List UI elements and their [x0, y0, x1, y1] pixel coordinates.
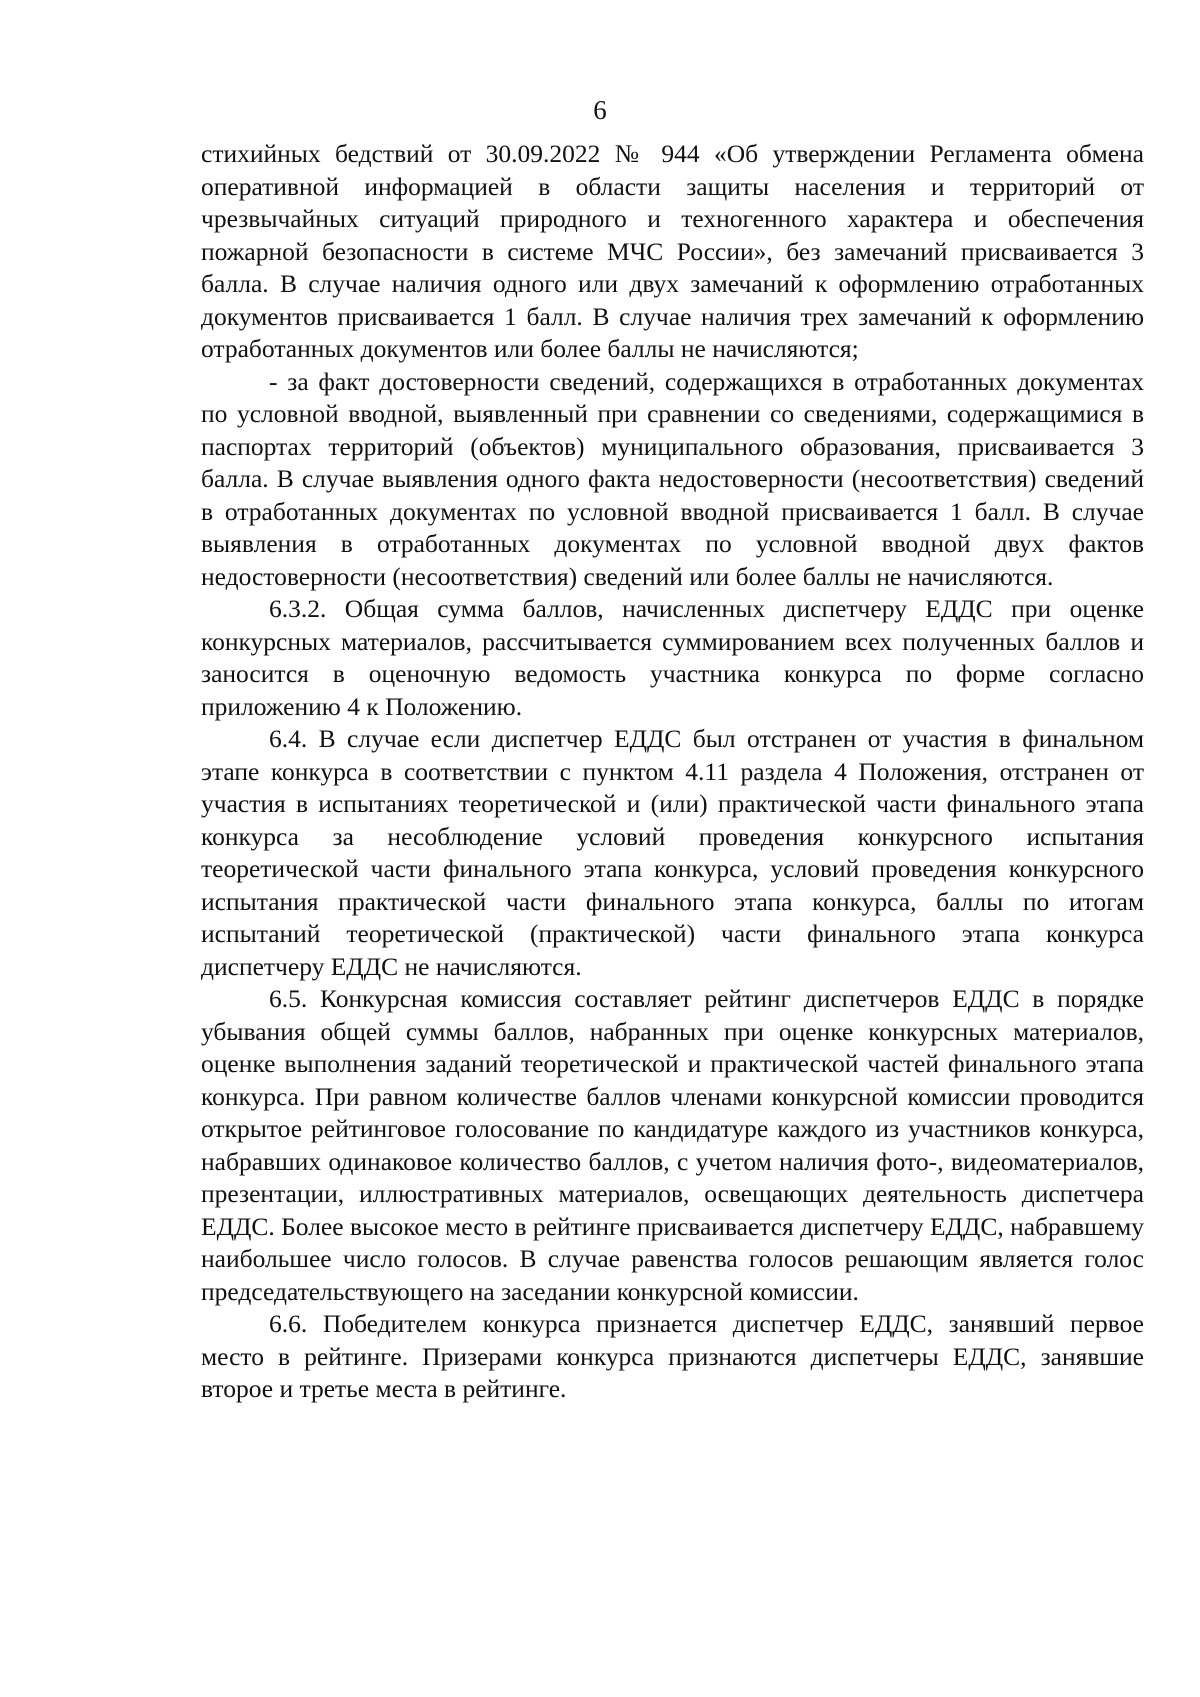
paragraph-reliability-criterion: - за факт достоверности сведений, содержащихся в отработанных документах по условной вводной, выявленный при сравнении со сведениями, содержащимися в паспортах территорий (объектов) муниципального образования, присваивается 3 балла. В случае выявления одного факта недостоверности (несоответствия) сведений в отработанных документах по условной вводной присваивается 1 балл. В случае выявления в отработанных документах по условной вводной двух фактов недостоверности (несоответствия) сведений или более баллы не начисляются.	[201, 366, 1144, 591]
paragraph-6-5: 6.5. Конкурсная комиссия составляет рейтинг диспетчеров ЕДДС в порядке убывания общей суммы баллов, набранных при оценке конкурсных материалов, оценке выполнения заданий теоретической и практической частей финального этапа конкурса. При равном количестве баллов членами конкурсной комиссии проводится открытое рейтинговое голосование по кандидатуре каждого из участников конкурса, набравших одинаковое количество баллов, с учетом наличия фото-, видеоматериалов, презентации, иллюстративных материалов, освещающих деятельность диспетчера ЕДДС. Более высокое место в рейтинге присваивается диспетчеру ЕДДС, набравшему наибольшее число голосов. В случае равенства голосов решающим является голос председательствующего на заседании конкурсной комиссии.	[201, 984, 1144, 1306]
paragraph-continuation: стихийных бедствий от 30.09.2022 № 944 «Об утверждении Регламента обмена оперативной информацией в области защиты населения и территорий от чрезвычайных ситуаций природного и техногенного характера и обеспечения пожарной безопасности в системе МЧС России», без замечаний присваивается 3 балла. В случае наличия одного или двух замечаний к оформлению отработанных документов присваивается 1 балл. В случае наличия трех замечаний к оформлению отработанных документов или более баллы не начисляются;	[201, 139, 1144, 363]
document-body	[201, 138, 1144, 1406]
paragraph-6-6: 6.6. Победителем конкурса признается диспетчер ЕДДС, занявший первое место в рейтинге. Призерами конкурса признаются диспетчеры ЕДДС, занявшие второе и третье места в рейтинге.	[201, 1309, 1144, 1403]
paragraph-6-3-2: 6.3.2. Общая сумма баллов, начисленных диспетчеру ЕДДС при оценке конкурсных материалов, рассчитывается суммированием всех полученных баллов и заносится в оценочную ведомость участника конкурса по форме согласно приложению 4 к Положению.	[201, 594, 1144, 721]
paragraph-6-4: 6.4. В случае если диспетчер ЕДДС был отстранен от участия в финальном этапе конкурса в соответствии с пунктом 4.11 раздела 4 Положения, отстранен от участия в испытаниях теоретической и (или) практической части финального этапа конкурса за несоблюдение условий проведения конкурсного испытания теоретической части финального этапа конкурса, условий проведения конкурсного испытания практической части финального этапа конкурса, баллы по итогам испытаний теоретической (практической) части финального этапа конкурса диспетчеру ЕДДС не начисляются.	[201, 724, 1144, 981]
page-number: 6	[593, 95, 607, 125]
